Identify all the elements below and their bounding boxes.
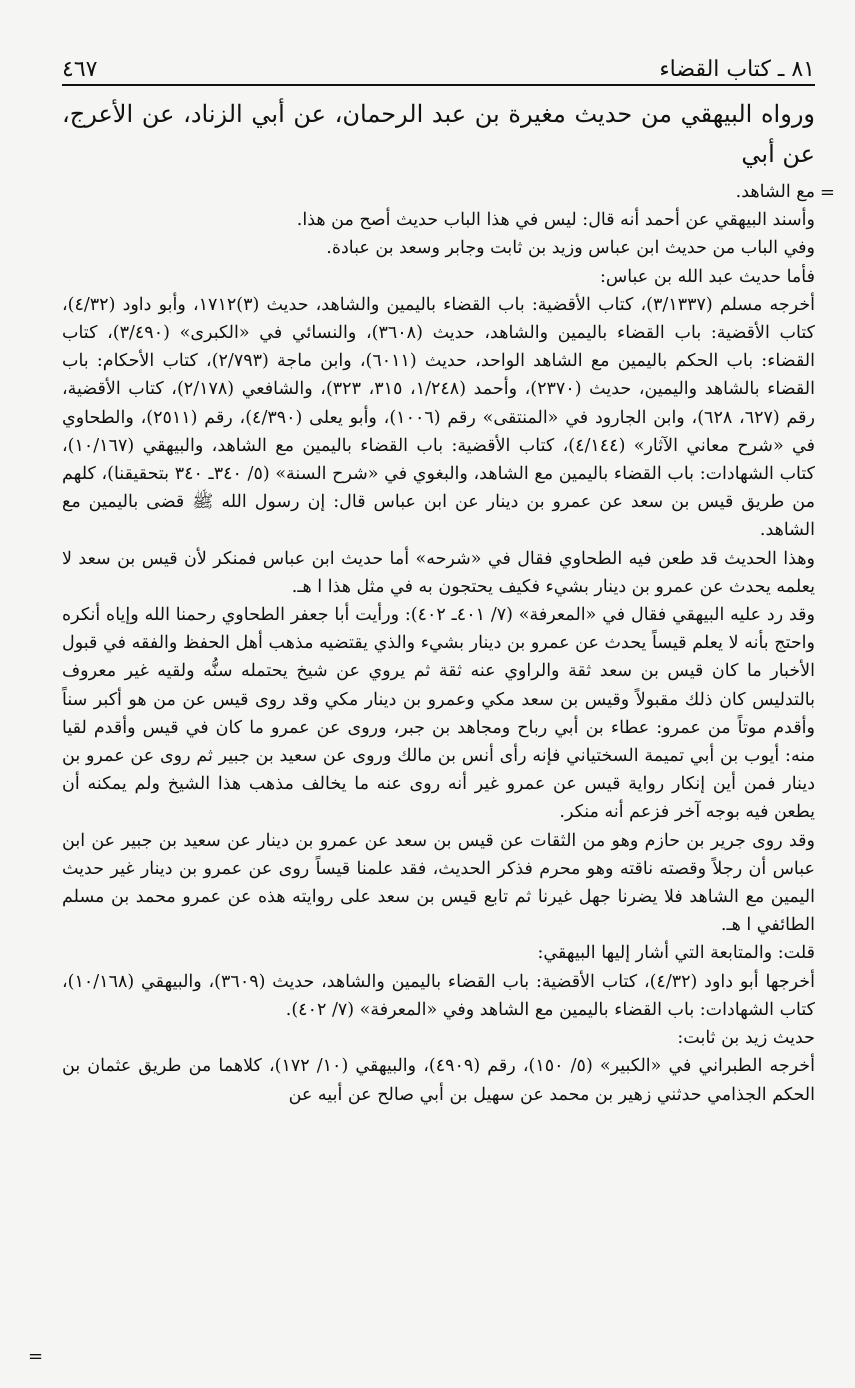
continuation-mark-start: = <box>819 182 835 203</box>
footnote-paragraph: وقد رد عليه البيهقي فقال في «المعرفة» (٧/ ٤٠١ـ ٤٠٢): ورأيت أبا جعفر الطحاوي رحمنا الله وإياه أنكره واحتج بأنه لا يعلم قيساً يحدث عن عمرو بن دينار بشيء والذي يقتضيه مذهب أهل الحفظ والفقه في قبول الأخبار ما كان قيس بن سعد ثقة والراوي عنه ثقة ثم يروي عن شيخ يحتمله سنُّه ولقيه غير معروف بالتدليس كان ذلك مقبولاً وقيس بن سعد مكي وعمرو بن دينار مكي وقد روى قيس عن من هو أكبر سناً وأقدم موتاً من عمرو: عطاء بن أبي رباح ومجاهد بن جبر، وروى عن عمرو ما كان في قيس وأقدم لقيا منه: أيوب بن أبي تميمة السختياني فإنه رأى أنس بن مالك وروى عن سعيد بن جبير ثم روى عن عمرو بن دينار فمن أين إنكار رواية قيس عن عمرو غير أنه روى عنه ما يخالف مذهب هذا الشيخ ولم يمكنه أن يطعن فيه بوجه آخر فزعم أنه منكر. <box>62 605 815 823</box>
footnote-paragraph: حديث زيد بن ثابت: <box>677 1028 815 1049</box>
footnote-paragraph: وأسند البيهقي عن أحمد أنه قال: ليس في هذا الباب حديث أصح من هذا. <box>296 210 815 231</box>
footnote-paragraph: قلت: والمتابعة التي أشار إليها البيهقي: <box>537 943 815 964</box>
footnote-paragraph: فأما حديث عبد الله بن عباس: <box>599 266 815 287</box>
footnote-paragraph: أخرجه مسلم (٣/١٣٣٧)، كتاب الأقضية: باب القضاء باليمين والشاهد، حديث (٣)١٧١٢، وأبو داود (٤/٣٢)، كتاب الأقضية: باب القضاء باليمين والشاهد، حديث (٣٦٠٨)، والنسائي في «الكبرى» (٣/٤٩٠)، كتاب القضاء: باب الحكم باليمين مع الشاهد الواحد، حديث (٦٠١١)، وابن ماجة (٢/٧٩٣)، كتاب الأحكام: باب القضاء بالشاهد واليمين، حديث (٢٣٧٠)، وأحمد (١/٢٤٨، ٣١٥، ٣٢٣)، والشافعي (٢/١٧٨)، كتاب الأقضية، رقم (٦٢٧، ٦٢٨)، وابن الجارود في «المنتقى» رقم (١٠٠٦)، وأبو يعلى (٤/٣٩٠)، رقم (٢٥١١)، والطحاوي في «شرح معاني الآثار» (٤/١٤٤)، كتاب الأقضية: باب القضاء باليمين مع الشاهد، والبيهقي (١٠/١٦٧)، كتاب الشهادات: باب القضاء باليمين مع الشاهد، والبغوي في «شرح السنة» (٥/ ٣٤٠ـ ٣٤٠ بتحقيقنا)، كلهم من طريق قيس بن سعد عن عمرو بن دينار عن ابن عباس قال: إن رسول الله ﷺ قضى باليمين مع الشاهد. <box>62 294 815 541</box>
footnote-paragraph: وقد روى جرير بن حازم وهو من الثقات عن قيس بن سعد عن عمرو بن دينار عن سعيد بن جبير عن ابن عباس أن رجلاً وقصته ناقته وهو محرم فذكر الحديث، فقد علمنا قيساً روى عن عمرو بن دينار غير حديث اليمين مع الشاهد فلا يضرنا جهل غيرنا ثم تابع قيس بن سعد على روايته هذه عن عمرو محمد بن مسلم الطائفي ا هـ. <box>62 830 815 936</box>
footnote-paragraph: وفي الباب من حديث ابن عباس وزيد بن ثابت وجابر وسعد بن عبادة. <box>326 238 815 259</box>
continuation-mark-end: = <box>28 1346 44 1367</box>
footnote-paragraph: وهذا الحديث قد طعن فيه الطحاوي فقال في «شرحه» أما حديث ابن عباس فمنكر لأن قيس بن سعد لا يعلمه يحدث عن عمرو بن دينار بشيء فكيف يحتجون به في مثل هذا ا هـ. <box>62 548 815 597</box>
footnote-paragraph: مع الشاهد. <box>735 182 815 202</box>
main-text: ورواه البيهقي من حديث مغيرة بن عبد الرحمان، عن أبي الزناد، عن الأعرج، عن أبي <box>62 100 815 168</box>
footnote-paragraph: أخرجه الطبراني في «الكبير» (٥/ ١٥٠)، رقم (٤٩٠٩)، والبيهقي (١٠/ ١٧٢)، كلاهما من طريق عثمان بن الحكم الجذامي حدثني زهير بن محمد عن سهيل بن أبي صالح عن أبيه عن <box>62 1056 815 1105</box>
footnote-paragraph: أخرجها أبو داود (٤/٣٢)، كتاب الأقضية: باب القضاء باليمين والشاهد، حديث (٣٦٠٩)، والبيهقي (١٠/١٦٨)، كتاب الشهادات: باب القضاء باليمين مع الشاهد وفي «المعرفة» (٧/ ٤٠٢). <box>62 971 815 1020</box>
page-header <box>62 38 815 86</box>
page-number: ٤٦٧ <box>62 57 98 82</box>
footnotes <box>62 178 815 1109</box>
chapter-title: ٨١ ـ كتاب القضاء <box>659 57 815 82</box>
